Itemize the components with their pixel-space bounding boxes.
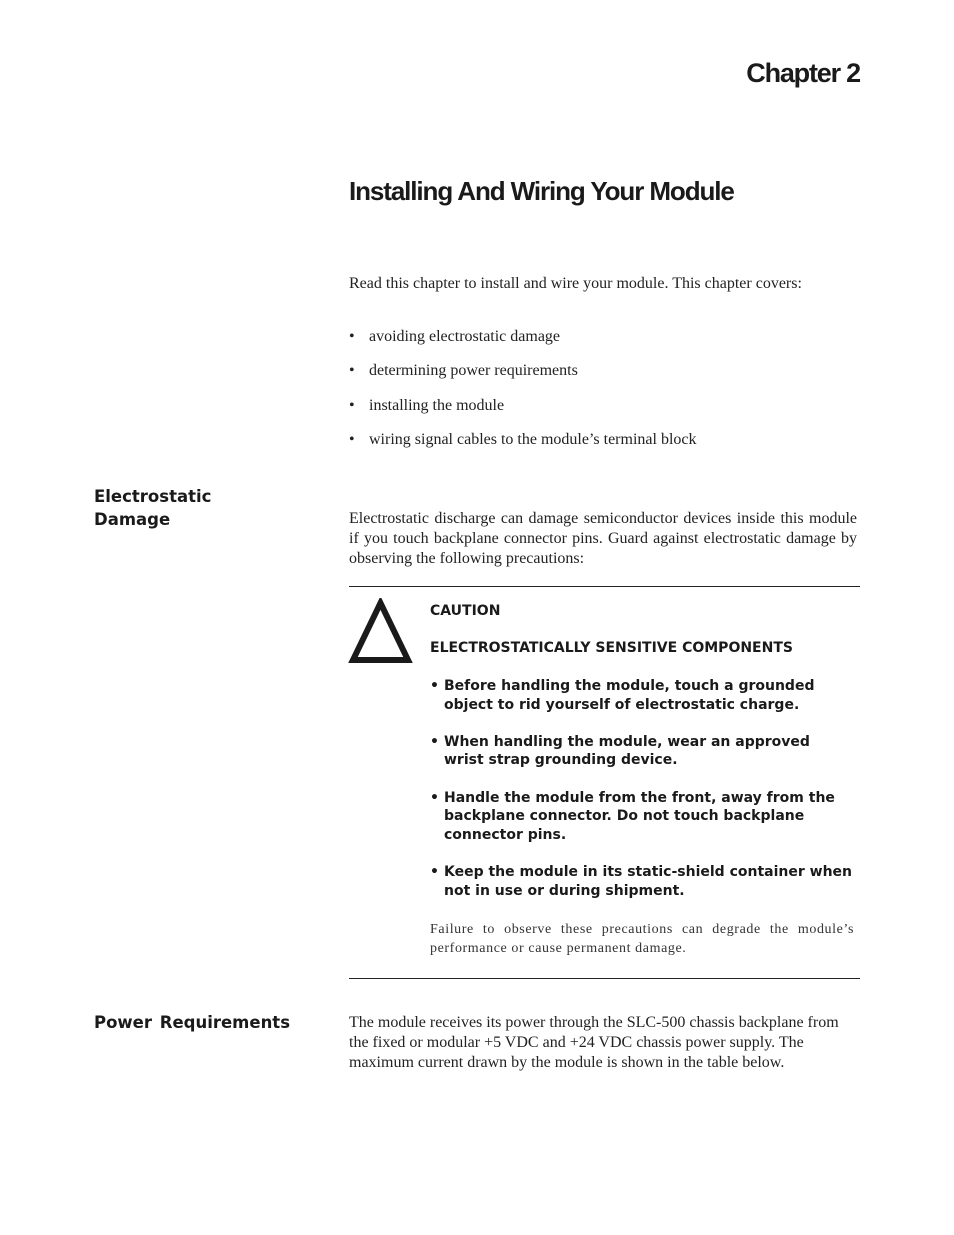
list-item-text: When handling the module, wear an approved wrist strap grounding device. <box>444 733 810 769</box>
list-item <box>349 396 696 430</box>
power-paragraph: The module receives its power through the SLC-500 chassis backplane from the fixed or modular +5 VDC and +24 VDC chassis power supply. The maximum current drawn by the module is shown in the table below. <box>349 1014 839 1071</box>
caution-top-divider <box>349 586 860 587</box>
list-item-text: Keep the module in its static-shield container when not in use or during shipment. <box>444 863 853 899</box>
chapter-heading: Chapter 2 <box>746 58 860 88</box>
list-item-text: Before handling the module, touch a grounded object to rid yourself of electrostatic charge. <box>444 678 815 713</box>
list-item <box>349 430 696 464</box>
section-heading-electrostatic-damage <box>94 485 294 531</box>
list-item <box>430 677 854 714</box>
warning-triangle-icon <box>348 598 413 665</box>
list-item-text: wiring signal cables to the module’s terminal block <box>369 430 697 448</box>
bullet-marker: • <box>349 396 355 414</box>
caution-bullet-list <box>430 677 860 900</box>
bullet-marker: • <box>349 328 355 345</box>
electrostatic-paragraph: Electrostatic discharge can damage semiconductor devices inside this module if you touch backplane connector pins. Guard against electrostatic damage by observing the following precautions: <box>349 510 857 567</box>
list-item-text: avoiding electrostatic damage <box>369 328 561 345</box>
section-heading-power-requirements: Power Requirements <box>94 1013 291 1032</box>
list-item <box>430 863 854 900</box>
list-item <box>349 361 696 395</box>
caution-box <box>430 602 860 919</box>
intro-paragraph: Read this chapter to install and wire your module. This chapter covers: <box>349 275 802 292</box>
list-item-text: installing the module <box>369 396 505 414</box>
list-item <box>430 733 854 770</box>
section-heading-line: Damage <box>94 510 171 529</box>
bullet-marker: • <box>430 678 439 694</box>
bullet-marker: • <box>430 863 439 880</box>
bullet-marker: • <box>349 362 355 380</box>
list-item-text: determining power requirements <box>369 362 578 380</box>
intro-bullet-list <box>349 327 696 464</box>
caution-failure-note: Failure to observe these precautions can degrade the module’s performance or cause permanent damage. <box>430 922 854 956</box>
caution-subtitle: ELECTROSTATICALLY SENSITIVE COMPONENTS <box>430 640 793 656</box>
section-heading-line: Electrostatic <box>94 487 212 506</box>
list-item <box>349 327 696 361</box>
list-item <box>430 789 860 845</box>
list-item-text: Handle the module from the front, away from the backplane connector. Do not touch backplane connector pins. <box>444 789 835 843</box>
caution-label: CAUTION <box>430 603 501 619</box>
bullet-marker: • <box>430 733 439 750</box>
page-title: Installing And Wiring Your Module <box>349 176 734 206</box>
bullet-marker: • <box>430 789 439 806</box>
caution-bottom-divider <box>349 978 860 979</box>
bullet-marker: • <box>349 430 355 448</box>
